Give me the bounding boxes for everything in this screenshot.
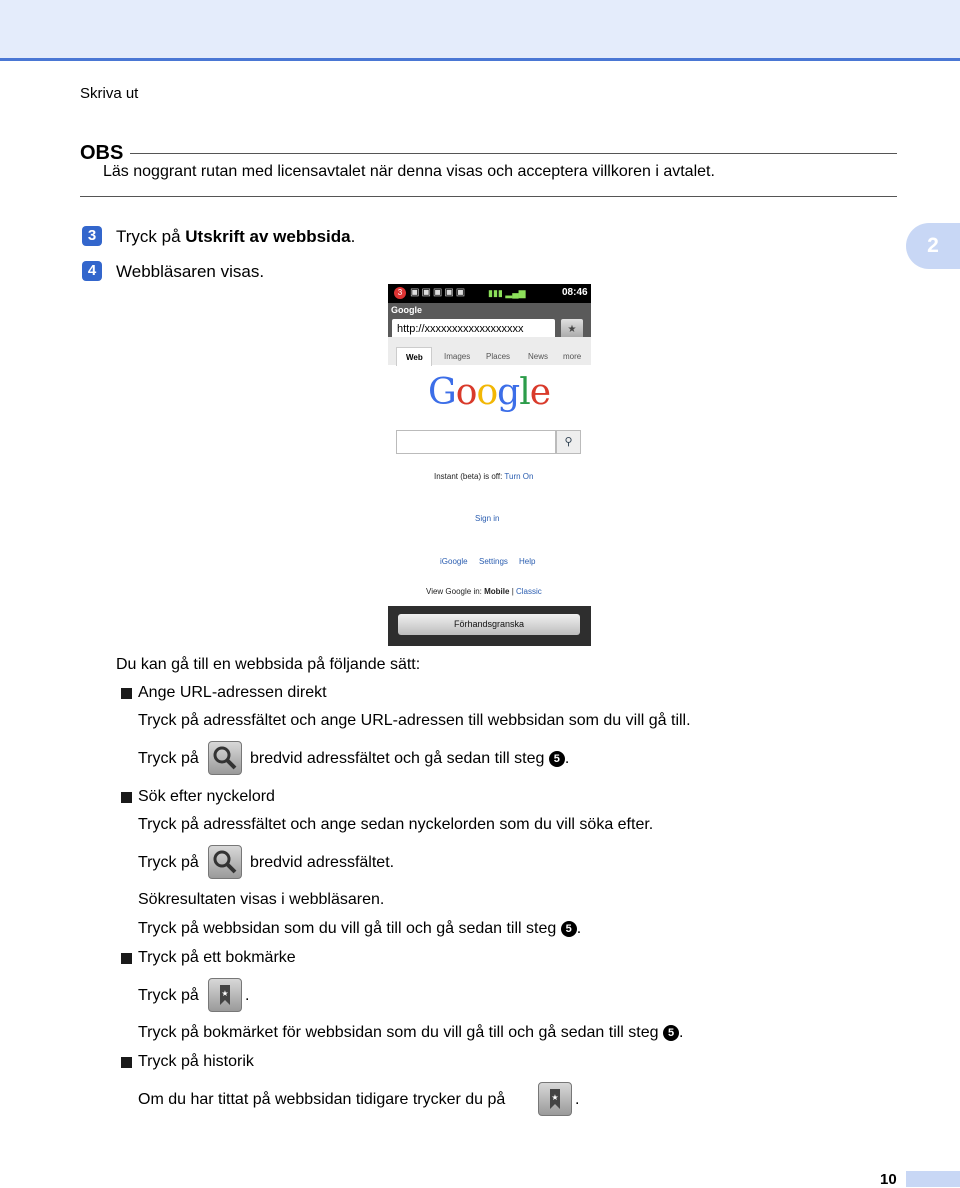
note-text: Läs noggrant rutan med licensavtalet när denna visas och acceptera villkoren i avtalet.	[103, 163, 715, 180]
period: .	[575, 1091, 580, 1108]
search-icon	[208, 845, 242, 879]
period: .	[245, 987, 250, 1004]
status-icons: ▣▣▣▣▣	[410, 287, 468, 298]
paragraph: Om du har tittat på webbsidan tidigare trycker du på	[138, 1091, 506, 1108]
paragraph-prefix: Tryck på	[138, 987, 199, 1004]
search-icon	[208, 741, 242, 775]
paragraph: Tryck på bokmärket för webbsidan som du vill gå till och gå sedan till steg 5 .	[138, 1024, 684, 1041]
step-number: 3	[82, 226, 102, 246]
search-input[interactable]	[396, 430, 556, 454]
step-text: Tryck på Utskrift av webbsida.	[116, 227, 356, 246]
notification-badge: 3	[394, 287, 406, 299]
breadcrumb: Skriva ut	[80, 85, 139, 102]
status-bar	[388, 284, 591, 303]
bullet-title: Ange URL-adressen direkt	[138, 684, 327, 701]
bullet	[121, 1057, 132, 1068]
bullet-title: Tryck på ett bokmärke	[138, 949, 296, 966]
preview-button[interactable]: Förhandsgranska	[398, 614, 580, 635]
tab-places[interactable]: Places	[486, 352, 511, 361]
svg-text:★: ★	[551, 1093, 559, 1102]
step-ref: 5	[663, 1025, 679, 1041]
bullet-title: Sök efter nyckelord	[138, 788, 275, 805]
turn-on-link[interactable]: Turn On	[504, 472, 534, 481]
igoogle-link[interactable]: iGoogle	[440, 557, 468, 566]
bookmark-icon	[538, 1082, 572, 1116]
intro-text: Du kan gå till en webbsida på följande sätt:	[116, 656, 421, 673]
tab-images[interactable]: Images	[444, 352, 471, 361]
bullet-title: Tryck på historik	[138, 1053, 254, 1070]
note-divider	[130, 153, 897, 154]
search-icon[interactable]: ⚲	[556, 430, 581, 454]
phone-screenshot	[388, 284, 591, 646]
page-header-band	[0, 0, 960, 61]
tab-web[interactable]: Web	[406, 353, 423, 362]
tab-more[interactable]: more	[563, 352, 582, 361]
step-text: Webbläsaren visas.	[116, 262, 265, 281]
help-link[interactable]: Help	[519, 557, 536, 566]
chapter-tab: 2	[906, 223, 960, 269]
paragraph: Tryck på adressfältet och ange sedan nyckelorden som du vill söka efter.	[138, 816, 654, 833]
classic-link[interactable]: Classic	[516, 587, 542, 596]
paragraph-prefix: Tryck på	[138, 854, 199, 871]
tab-news[interactable]: News	[528, 352, 549, 361]
bookmark-icon[interactable]: ★	[561, 319, 583, 341]
page-footer-tab	[906, 1171, 960, 1187]
signal-icon: ▮▮▮ ▂▄▆	[488, 288, 526, 298]
bullet	[121, 688, 132, 699]
step-ref: 5	[549, 751, 565, 767]
view-google-in: View Google in: Mobile | Classic	[426, 587, 542, 596]
step-number: 4	[82, 261, 102, 281]
paragraph: bredvid adressfältet och gå sedan till steg 5 .	[250, 750, 570, 767]
svg-text:★: ★	[221, 989, 229, 998]
bottom-bar	[388, 606, 591, 646]
paragraph: Sökresultaten visas i webbläsaren.	[138, 891, 385, 908]
page-number: 10	[880, 1171, 897, 1188]
note-bottom-rule	[80, 196, 897, 197]
instant-text: Instant (beta) is off: Turn On	[434, 472, 534, 481]
status-time: 08:46	[562, 287, 588, 298]
settings-link[interactable]: Settings	[479, 557, 508, 566]
bullet	[121, 792, 132, 803]
paragraph: Tryck på webbsidan som du vill gå till och gå sedan till steg 5 .	[138, 920, 582, 937]
google-logo: Google	[428, 372, 551, 413]
bookmark-icon	[208, 978, 242, 1012]
paragraph: bredvid adressfältet.	[250, 854, 395, 871]
paragraph-prefix: Tryck på	[138, 750, 199, 767]
sign-in-link[interactable]: Sign in	[475, 514, 500, 523]
url-field[interactable]: http://xxxxxxxxxxxxxxxxxx	[392, 319, 555, 339]
note-title: OBS	[80, 142, 124, 164]
bullet	[121, 953, 132, 964]
paragraph: Tryck på adressfältet och ange URL-adressen till webbsidan som du vill gå till.	[138, 712, 691, 729]
app-label: Google	[391, 305, 422, 315]
step-ref: 5	[561, 921, 577, 937]
